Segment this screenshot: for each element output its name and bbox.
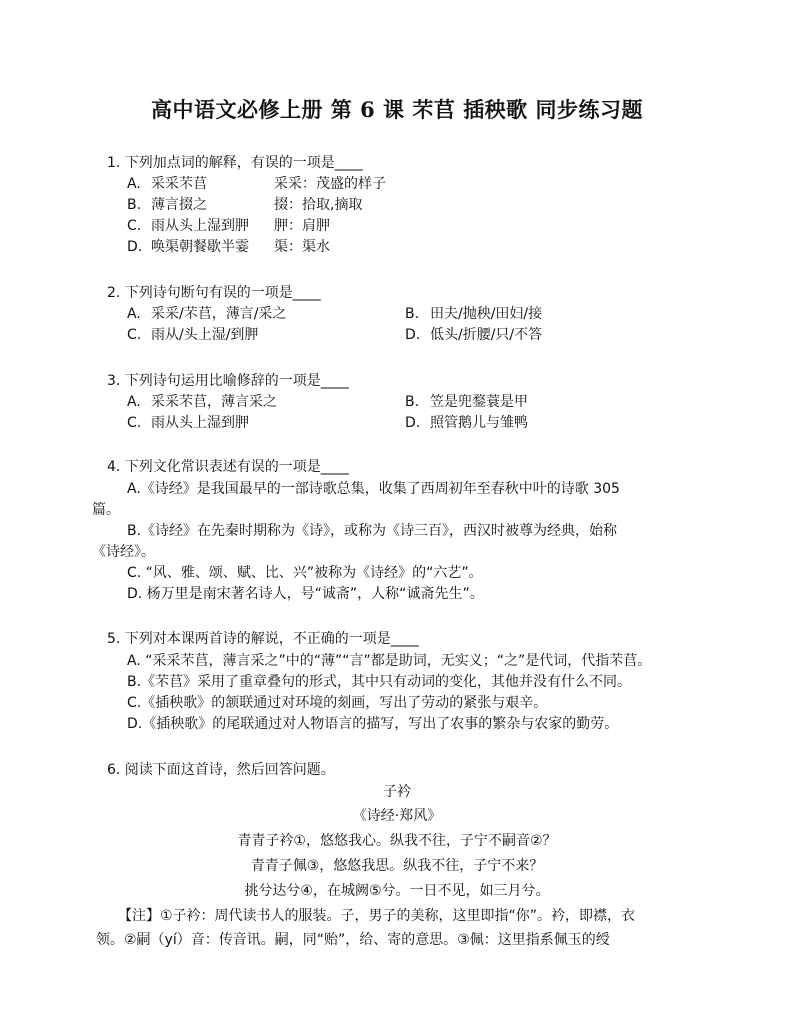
q2-option-a-letter: A.	[127, 306, 141, 322]
q4-option-a-cont: 篇。	[92, 502, 120, 518]
poem-line-3: 挑兮达兮④，在城阙⑤兮。一日不见，如三月兮。	[244, 883, 550, 899]
q3-option-b-text: 笠是兜鍪蓑是甲	[430, 394, 528, 410]
poem-note-line-2: 领。②嗣（yí）音：传音讯。嗣，同“贻”，给、寄的意思。③佩：这里指系佩玉的绶	[96, 932, 610, 948]
q2-option-d-text: 低头/折腰/只/不答	[430, 327, 543, 343]
poem-source: 《诗经·郑风》	[352, 808, 442, 824]
q2-option-d-letter: D.	[405, 327, 421, 343]
q1-option-c-text: 雨从头上湿到胛	[151, 218, 249, 234]
q1-option-b-text: 薄言掇之	[151, 197, 207, 213]
q3-option-c-text: 雨从头上湿到胛	[151, 415, 249, 431]
question-3-stem: 3. 下列诗句运用比喻修辞的一项是____	[107, 373, 349, 389]
poem-note-line-1: 【注】①子衿：周代读书人的服装。子，男子的美称，这里即指“你”。衿，即襟，衣	[118, 908, 636, 924]
q2-option-b-text: 田夫/抛秧/田妇/接	[430, 306, 543, 322]
question-4-stem: 4. 下列文化常识表述有误的一项是____	[107, 459, 349, 475]
q3-option-a-text: 采采芣苢，薄言采之	[151, 394, 277, 410]
question-6-stem: 6. 阅读下面这首诗，然后回答问题。	[107, 762, 335, 778]
q1-option-a-note: 采采：茂盛的样子	[274, 176, 386, 192]
q3-option-c-letter: C.	[127, 415, 142, 431]
q3-option-a-letter: A.	[127, 394, 141, 410]
q1-option-d-note: 渠：渠水	[274, 239, 330, 255]
q1-option-a-letter: A.	[127, 176, 141, 192]
q1-option-c-note: 胛：肩胛	[274, 218, 330, 234]
q1-option-a-text: 采采芣苢	[151, 176, 207, 192]
q1-option-c-letter: C.	[127, 218, 142, 234]
q3-option-b-letter: B.	[405, 394, 420, 410]
question-2-stem: 2. 下列诗句断句有误的一项是____	[107, 285, 321, 301]
q3-option-d-text: 照管鹅儿与雏鸭	[430, 415, 528, 431]
q5-option-b: B.《芣苢》采用了重章叠句的形式，其中只有动词的变化，其他并没有什么不同。	[127, 674, 632, 690]
q1-option-d-letter: D.	[127, 239, 143, 255]
q2-option-a-text: 采采/芣苢，薄言/采之	[151, 306, 287, 322]
page-title: 高中语文必修上册 第 6 课 芣苢 插秧歌 同步练习题	[151, 97, 643, 122]
q4-option-d: D. 杨万里是南宋著名诗人，号“诚斋”，人称“诚斋先生”。	[127, 586, 484, 602]
poem-line-2: 青青子佩③，悠悠我思。纵我不往，子宁不来？	[250, 858, 544, 874]
q1-option-b-note: 掇：拾取,摘取	[274, 197, 363, 213]
q2-option-c-letter: C.	[127, 327, 142, 343]
q5-option-d: D.《插秧歌》的尾联通过对人物语言的描写，写出了农事的繁杂与农家的勤劳。	[127, 716, 619, 732]
q1-option-b-letter: B.	[127, 197, 142, 213]
q5-option-c: C.《插秧歌》的颔联通过对环境的刻画，写出了劳动的紧张与艰辛。	[127, 695, 548, 711]
q4-option-b: B.《诗经》在先秦时期称为《诗》，或称为《诗三百》，西汉时被尊为经典，始称	[127, 523, 618, 539]
q4-option-c: C. “风、雅、颂、赋、比、兴”被称为《诗经》的“六艺”。	[127, 565, 483, 581]
poem-title: 子衿	[383, 784, 411, 800]
question-5-stem: 5. 下列对本课两首诗的解说，不正确的一项是____	[107, 631, 419, 647]
q2-option-c-text: 雨从/头上湿/到胛	[151, 327, 259, 343]
q3-option-d-letter: D.	[405, 415, 421, 431]
poem-line-1: 青青子衿①，悠悠我心。纵我不往，子宁不嗣音②？	[237, 833, 557, 849]
q4-option-b-cont: 《诗经》。	[92, 544, 155, 560]
q5-option-a: A. “采采芣苢，薄言采之”中的“薄”“言”都是助词，无实义；“之”是代词，代指芣苢。	[127, 653, 652, 669]
q2-option-b-letter: B.	[405, 306, 420, 322]
q4-option-a: A.《诗经》是我国最早的一部诗歌总集，收集了西周初年至春秋中叶的诗歌 305	[127, 481, 620, 497]
question-1-stem: 1. 下列加点词的解释，有误的一项是____	[107, 155, 363, 171]
q1-option-d-text: 唤渠朝餐歇半霎	[151, 239, 249, 255]
